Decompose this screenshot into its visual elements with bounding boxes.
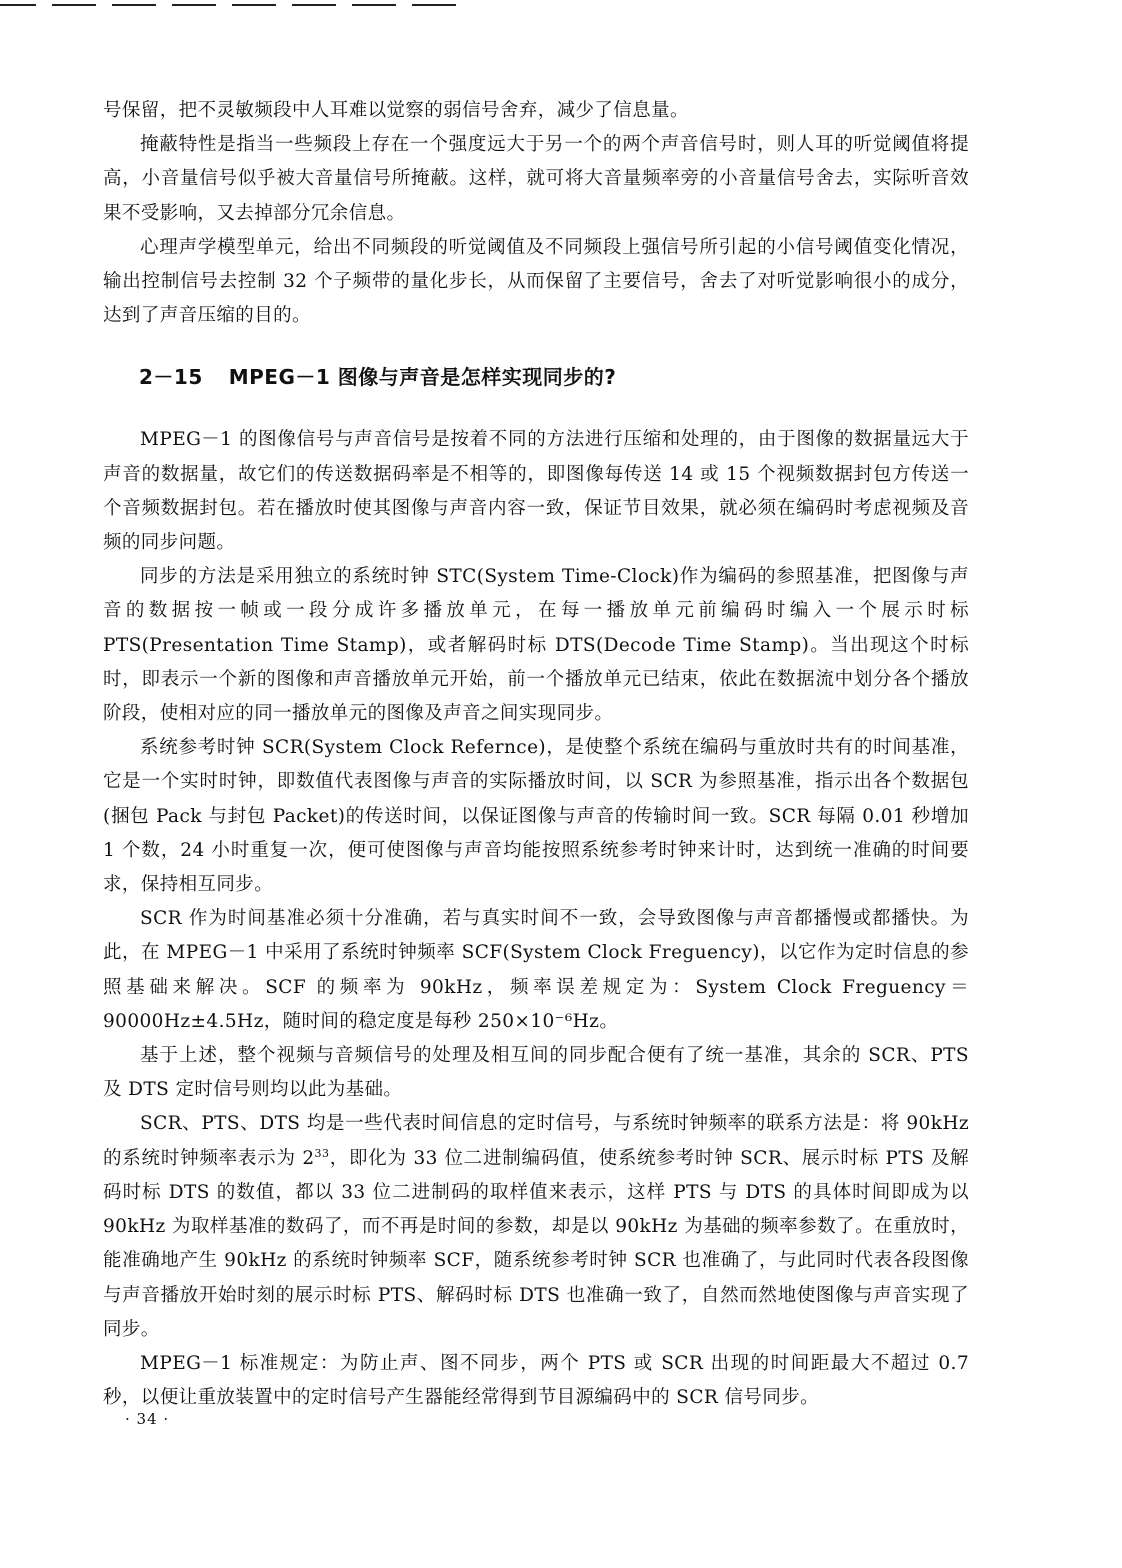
section-number: 2－15 — [139, 365, 203, 390]
rule-segment — [172, 4, 216, 6]
paragraph: 心理声学模型单元，给出不同频段的听觉阈值及不同频段上强信号所引起的小信号阈值变化情况，输出控制信号去控制 32 个子频带的量化步长，从而保留了主要信号，舍去了对听觉影响很小的成分，达到了声音压缩的目的。 — [103, 236, 969, 327]
rule-segment — [352, 4, 396, 6]
paragraph: 同步的方法是采用独立的系统时钟 STC(System Time-Clock)作为编码的参照基准，把图像与声音的数据按一帧或一段分成许多播放单元，在每一播放单元前编码时编入一个展示时标 PTS(Presentation Time Stamp)，或者解码时标 DTS(Decode Time Stamp)。当出现这个时标时，即表示一个新的图像和声音播放单元开始，前一个播放单元已结束，依此在数据流中划分各个播放阶段，使相对应的同一播放单元的图像及声音之间实现同步。 — [103, 566, 969, 725]
section-title: MPEG－1 图像与声音是怎样实现同步的? — [228, 365, 617, 390]
paragraph: MPEG－1 的图像信号与声音信号是按着不同的方法进行压缩和处理的，由于图像的数据量远大于声音的数据量，故它们的传送数据码率是不相等的，即图像每传送 14 或 15 个视频数据封包方传送一个音频数据封包。若在播放时使其图像与声音内容一致，保证节目效果，就必须在编码时考虑视频及音频的同步问题。 — [103, 429, 969, 554]
exponent: 33 — [314, 1146, 330, 1160]
top-rule — [0, 0, 560, 10]
page-number: · 34 · — [125, 1410, 170, 1428]
paragraph: SCR 作为时间基准必须十分准确，若与真实时间不一致，会导致图像与声音都播慢或都播快。为此，在 MPEG－1 中采用了系统时钟频率 SCF(System Clock Freguency)，以它作为定时信息的参照基础来解决。SCF 的频率为 90kHz，频率误差规定为：System Clock Freguency＝90000Hz±4.5Hz，随时间的稳定度是每秒 250×10⁻⁶Hz。 — [103, 908, 969, 1032]
paragraph-text: ，即化为 33 位二进制编码值，使系统参考时钟 SCR、展示时标 PTS 及解码时标 DTS 的数值，都以 33 位二进制码的取样值来表示，这样 PTS 与 DTS 的具体时间即成为以 90kHz 为取样基准的数码了，而不再是时间的参数，却是以 90kHz 为基础的频率参数了。在重放时，能准确地产生 90kHz 的系统时钟频率 SCF，随系统参考时钟 SCR 也准确了，与此同时代表各段图像与声音播放开始时刻的展示时标 PTS、解码时标 DTS 也准确一致了，自然而然地使图像与声音实现了同步。 — [103, 1147, 970, 1340]
rule-segment — [0, 4, 36, 6]
paragraph: MPEG－1 标准规定：为防止声、图不同步，两个 PTS 或 SCR 出现的时间距最大不超过 0.7 秒，以便让重放装置中的定时信号产生器能经常得到节目源编码中的 SCR 信号同步。 — [103, 1352, 969, 1409]
paragraph: 号保留，把不灵敏频段中人耳难以觉察的弱信号舍弃，减少了信息量。 — [103, 100, 689, 121]
page-body — [103, 94, 969, 1415]
section-heading — [139, 357, 969, 397]
rule-segment — [412, 4, 456, 6]
paragraph-text: SCR、PTS、DTS 均是一些代表时间信息的定时信号，与系统时钟频率的联系方法是：将 90kHz 的系统时钟频率表示为 2 — [103, 1113, 969, 1169]
paragraph: 系统参考时钟 SCR(System Clock Refernce)，是使整个系统在编码与重放时共有的时间基准，它是一个实时时钟，即数值代表图像与声音的实际播放时间，以 SCR 为参照基准，指示出各个数据包(捆包 Pack 与封包 Packet)的传送时间，以保证图像与声音的传输时间一致。SCR 每隔 0.01 秒增加 1 个数，24 小时重复一次，便可使图像与声音均能按照系统参考时钟来计时，达到统一准确的时间要求，保持相互同步。 — [103, 737, 969, 896]
rule-segment — [52, 4, 96, 6]
rule-segment — [292, 4, 336, 6]
rule-segment — [232, 4, 276, 6]
paragraph: 基于上述，整个视频与音频信号的处理及相互间的同步配合便有了统一基准，其余的 SCR、PTS 及 DTS 定时信号则均以此为基础。 — [103, 1045, 969, 1101]
rule-segment — [112, 4, 156, 6]
paragraph — [103, 1107, 969, 1346]
paragraph: 掩蔽特性是指当一些频段上存在一个强度远大于另一个的两个声音信号时，则人耳的听觉阈值将提高，小音量信号似乎被大音量信号所掩蔽。这样，就可将大音量频率旁的小音量信号舍去，实际听音效果不受影响，又去掉部分冗余信息。 — [103, 134, 969, 224]
